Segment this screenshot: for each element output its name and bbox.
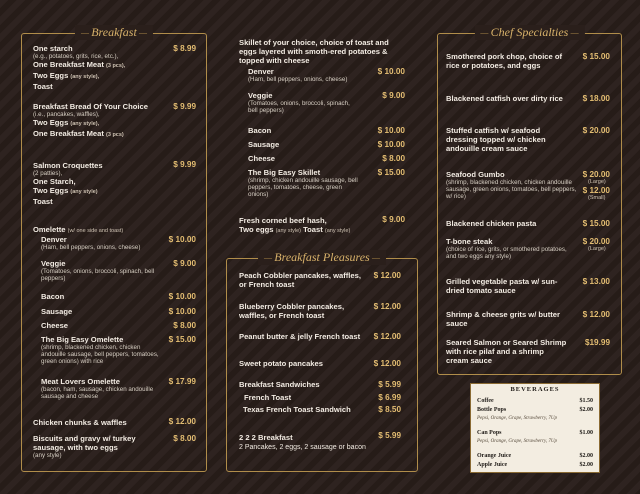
omelette-item: [41, 377, 159, 400]
sandwich-item-price: $ 8.50: [378, 405, 401, 414]
omelette-price: $ 10.00: [168, 307, 196, 316]
beverage-price: $2.00: [579, 462, 593, 468]
item-name: Stuffed catfish w/ seafood dressing topped w/ chicken andouille cream sauce: [446, 126, 546, 153]
beverages-card: [470, 383, 600, 473]
skillet-price: $ 9.00: [382, 91, 405, 100]
chef-item: [446, 126, 568, 153]
item-name: Meat Lovers Omelette: [41, 377, 120, 386]
pleasure-price: $ 12.00: [373, 271, 401, 280]
item-description: (Ham, bell peppers, onions, cheese): [41, 244, 141, 251]
beverage-name: Coffee: [477, 398, 494, 404]
one-starch-item: One starch (e.g., potatoes, grits, rice, etc.), One Breakfast Meat (3 pcs), Two Eggs (any style), Toast: [33, 44, 126, 91]
beverage-name: Bottle Pops: [477, 407, 507, 413]
omelette-price: $ 10.00: [168, 235, 196, 244]
omelette-header: Omelette (w/ one side and toast): [33, 225, 124, 234]
item-name: Bacon: [41, 292, 65, 301]
item-name: Cheese: [248, 154, 276, 163]
sandwich-item-price: $ 6.99: [378, 393, 401, 402]
item-name: Sweet potato pancakes: [239, 359, 323, 368]
pleasure-item: [239, 271, 361, 289]
chef-price: $ 12.00: [582, 310, 610, 319]
beverage-sub: Pepsi, Orange, Grape, Strawberry, 7Up: [477, 416, 557, 421]
sandwich-header: Breakfast Sandwiches: [239, 380, 320, 389]
chef-item: [446, 310, 568, 328]
chef-item: [446, 52, 568, 70]
hash-price: $ 9.00: [382, 215, 405, 224]
skillet-price: $ 10.00: [377, 67, 405, 76]
beverage-name: Orange Juice: [477, 453, 512, 459]
one-starch-price: $ 8.99: [173, 44, 196, 53]
chef-price-2: $ 12.00: [582, 186, 610, 195]
sandwich-item: Texas French Toast Sandwich: [243, 405, 351, 414]
skillet-item: [248, 154, 360, 163]
beverage-price: $1.50: [579, 398, 593, 404]
skillet-item: [248, 168, 360, 198]
chef-item: [446, 338, 568, 365]
pleasure-item: [239, 359, 361, 368]
beverage-row: [477, 398, 593, 404]
omelette-price: $ 17.99: [168, 377, 196, 386]
item-name: Cheese: [41, 321, 69, 330]
skillet-price: $ 10.00: [377, 126, 405, 135]
beverages-title: BEVERAGES: [510, 386, 560, 393]
biscuits-item: Biscuits and gravy w/ turkey sausage, with two eggs (any style): [33, 434, 136, 459]
pleasure-price: $ 12.00: [373, 332, 401, 341]
chicken-waffles-price: $ 12.00: [168, 417, 196, 426]
item-name: Denver: [41, 235, 67, 244]
item-name: Peanut butter & jelly French toast: [239, 332, 361, 341]
chef-price: $ 13.00: [582, 277, 610, 286]
item-name: Seafood Gumbo: [446, 170, 505, 179]
item-description: (choice of rice, grits, or smothered potatoes, and two eggs any style): [446, 246, 567, 260]
bread-price: $ 9.99: [173, 102, 196, 111]
item-name: Bacon: [248, 126, 272, 135]
item-description: (shrimp, blackened chicken, chicken andouille sausage, bell peppers, tomatoes, green onions) with rice: [41, 344, 159, 365]
croquettes-price: $ 9.99: [173, 160, 196, 169]
beverage-name: Can Pops: [477, 430, 502, 436]
222-price: $ 5.99: [378, 431, 401, 440]
item-name: Peach Cobbler pancakes, waffles, or French toast: [239, 271, 361, 289]
croquettes-item: Salmon Croquettes (2 patties), One Starch, Two Eggs (any style) Toast: [33, 161, 103, 206]
item-description: (bacon, ham, sausage, chicken andouille sausage and cheese: [41, 386, 154, 400]
item-description: (shrimp, blackened chicken, chicken andouille sausage, green onions, tomatoes, bell peppers, w/ rice): [446, 179, 577, 200]
item-name: Seared Salmon or Seared Shrimp with rice pilaf and a shrimp cream sauce: [446, 338, 567, 365]
item-name: The Big Easy Skillet: [248, 168, 321, 177]
item-name: The Big Easy Omelette: [41, 335, 124, 344]
beverage-row: [477, 407, 593, 413]
222-breakfast-item: 2 2 2 Breakfast 2 Pancakes, 2 eggs, 2 sausage or bacon: [239, 433, 366, 451]
chef-price: $ 20.00: [582, 170, 610, 179]
item-name: Denver: [248, 67, 274, 76]
chicken-waffles-item: Chicken chunks & waffles: [33, 418, 127, 427]
item-description: (Tomatoes, onions, broccoli, spinach, bell peppers): [248, 100, 350, 114]
omelette-item: [41, 321, 159, 330]
pleasures-title: — Breakfast Pleasures —: [258, 250, 386, 265]
item-description: (Tomatoes, onions, broccoli, spinach, bell peppers): [41, 268, 155, 282]
item-name: Sausage: [41, 307, 73, 316]
item-description: (shrimp, chicken andouille sausage, bell peppers, tomatoes, cheese, green onions): [248, 177, 358, 198]
skillet-item: [248, 126, 360, 135]
beverage-row: [477, 453, 593, 459]
biscuits-price: $ 8.00: [173, 434, 196, 443]
pleasure-item: [239, 302, 361, 320]
beverage-row: [477, 462, 593, 468]
bread-item: Breakfast Bread Of Your Choice (i.e., pancakes, waffles), Two Eggs (any style), One Breakfast Meat (3 pcs): [33, 102, 148, 138]
omelette-item: [41, 307, 159, 316]
item-name: Blackened chicken pasta: [446, 219, 537, 228]
omelette-price: $ 10.00: [168, 292, 196, 301]
chef-item: [446, 277, 568, 295]
chef-title: — Chef Specialties —: [474, 25, 584, 40]
chef-item: [446, 94, 568, 103]
item-description: (Ham, bell peppers, onions, cheese): [248, 76, 348, 83]
item-name: Veggie: [41, 259, 66, 268]
chef-price: $ 18.00: [582, 94, 610, 103]
skillet-item: [248, 140, 360, 149]
sandwich-price: $ 5.99: [378, 380, 401, 389]
chef-price: $ 20.00: [582, 126, 610, 135]
sandwich-item: French Toast: [244, 393, 292, 402]
item-name: Smothered pork chop, choice of rice or potatoes, and eggs: [446, 52, 563, 70]
breakfast-title: — Breakfast —: [75, 25, 153, 40]
corned-beef-hash-item: Fresh corned beef hash, Two eggs (any style) Toast (any style): [239, 216, 351, 234]
item-name: Blackened catfish over dirty rice: [446, 94, 563, 103]
omelette-price: $ 15.00: [168, 335, 196, 344]
chef-price: $ 15.00: [582, 52, 610, 61]
chef-item: [446, 237, 578, 260]
beverage-price: $2.00: [579, 407, 593, 413]
chef-price: $ 20.00: [582, 237, 610, 246]
chef-size-label: (Large): [588, 179, 606, 185]
beverage-price: $2.00: [579, 453, 593, 459]
beverage-name: Apple Juice: [477, 462, 508, 468]
omelette-item: [41, 335, 159, 365]
beverage-row: [477, 430, 593, 436]
chef-size-label: (Large): [588, 246, 606, 252]
skillet-price: $ 8.00: [382, 154, 405, 163]
chef-size-label-2: (Small): [588, 195, 606, 201]
skillet-item: [248, 91, 360, 114]
chef-item: [446, 219, 568, 228]
item-name: Sausage: [248, 140, 280, 149]
pleasure-item: [239, 332, 361, 341]
omelette-item: [41, 235, 159, 251]
omelette-price: $ 9.00: [173, 259, 196, 268]
skillet-price: $ 10.00: [377, 140, 405, 149]
skillet-intro: Skillet of your choice, choice of toast and eggs layered with smoth-ered potatoes & topped with cheese: [239, 38, 389, 65]
chef-price: $ 15.00: [582, 219, 610, 228]
item-name: Shrimp & cheese grits w/ butter sauce: [446, 310, 560, 328]
item-name: Blueberry Cobbler pancakes, waffles, or French toast: [239, 302, 345, 320]
omelette-item: [41, 259, 159, 282]
beverage-price: $1.00: [579, 430, 593, 436]
beverage-sub: Pepsi, Orange, Grape, Strawberry, 7Up: [477, 439, 557, 444]
pleasure-price: $ 12.00: [373, 359, 401, 368]
skillet-price: $ 15.00: [377, 168, 405, 177]
skillet-item: [248, 67, 360, 83]
chef-item: [446, 170, 578, 200]
item-name: T-bone steak: [446, 237, 493, 246]
item-name: Veggie: [248, 91, 273, 100]
pleasure-price: $ 12.00: [373, 302, 401, 311]
item-name: Grilled vegetable pasta w/ sun-dried tomato sauce: [446, 277, 558, 295]
chef-price: $19.99: [584, 338, 610, 347]
omelette-price: $ 8.00: [173, 321, 196, 330]
omelette-item: [41, 292, 159, 301]
breakfast-panel: [21, 25, 207, 472]
